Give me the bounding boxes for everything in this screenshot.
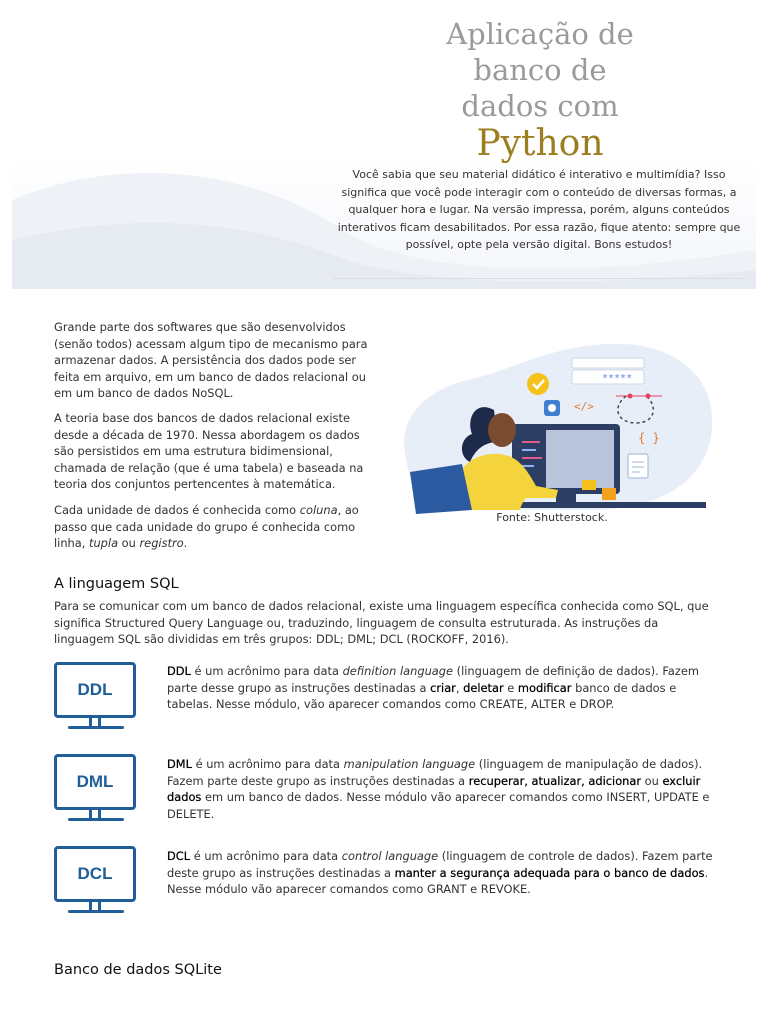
title-line-3: dados com xyxy=(461,89,619,123)
ddl-monitor-icon xyxy=(54,662,138,734)
check-icon xyxy=(527,373,549,395)
dcl-definition: DCL é um acrônimo para data control language (linguagem de controle de dados). Fazem parte deste grupo as instruções destinadas a manter a segurança adequada para o banco de dados. Nesse módulo vão aparecer comandos como GRANT e REVOKE. xyxy=(167,849,713,897)
dcl-icon-label: DCL xyxy=(77,864,113,883)
code-tag-icon: </> xyxy=(574,400,594,413)
document-icon xyxy=(628,454,648,478)
dml-definition: DML é um acrônimo para data manipulation language (linguagem de manipulação de dados). Fazem parte deste grupo as instruções destinadas a recuperar, atualizar, adicionar ou excluir dados em um banco de dados. Nesse módulo vão aparecer comandos como INSERT, UPDATE e DELETE. xyxy=(167,757,710,821)
section-title-sql: A linguagem SQL xyxy=(54,576,179,592)
intro-text: Você sabia que seu material didático é interativo e multimídia? Isso significa que você pode interagir com o conteúdo de diversas formas, a qualquer hora e lugar. Na versão impressa, porém, alguns conteúdos interativos ficam desabilitados. Por essa razão, fique atento: sempre que possível, opte pela versão digital. Bons estudos! xyxy=(337,168,741,251)
title-line-2: banco de xyxy=(473,53,607,87)
developer-illustration xyxy=(386,338,718,514)
paragraph-3: Cada unidade de dados é conhecida como coluna, ao passo que cada unidade do grupo é conhecida como linha, tupla ou registro. xyxy=(54,503,359,551)
section-title-sqlite: Banco de dados SQLite xyxy=(54,962,222,978)
laptop-illustration xyxy=(410,464,472,514)
sql-intro: Para se comunicar com um banco de dados relacional, existe uma linguagem específica conhecida como SQL, que significa Structured Query Language ou, traduzindo, linguagem de consulta estruturada. As instruções da linguagem SQL são divididas em três grupos: DDL; DML; DCL (ROCKOFF, 2016). xyxy=(54,599,709,647)
paragraph-2: A teoria base dos bancos de dados relacional existe desde a década de 1970. Nessa abordagem os dados são persistidos em uma estrutura bidimensional, chamada de relação (que é uma tabela) e baseada na teoria dos conjuntos pertencentes à matemática. xyxy=(54,411,364,492)
braces-icon: { } xyxy=(638,431,660,445)
title-python: Python xyxy=(476,123,604,164)
page-title xyxy=(420,16,660,164)
divider xyxy=(333,278,745,279)
ddl-icon-label: DDL xyxy=(77,680,113,699)
dml-monitor-icon xyxy=(54,754,138,826)
figure-caption: Fonte: Shutterstock. xyxy=(496,511,608,524)
hero-banner xyxy=(12,0,756,289)
title-line-1: Aplicação de xyxy=(446,17,634,51)
dcl-monitor-icon xyxy=(54,846,138,918)
mug-icon xyxy=(602,488,616,500)
paragraph-1: Grande parte dos softwares que são desenvolvidos (senão todos) acessam algum tipo de mecanismo para armazenar dados. A persistência dos dados pode ser feita em arquivo, em um banco de dados relacional ou em um banco de dados NoSQL. xyxy=(54,320,368,401)
ddl-definition: DDL é um acrônimo para data definition language (linguagem de definição de dados). Fazem parte desse grupo as instruções destinadas a criar, deletar e modificar banco de dados e tabelas. Nesse módulo, vão aparecer comandos como CREATE, ALTER e DROP. xyxy=(167,664,699,712)
password-asterisks: ***** xyxy=(602,373,633,384)
dml-icon-label: DML xyxy=(76,772,114,791)
